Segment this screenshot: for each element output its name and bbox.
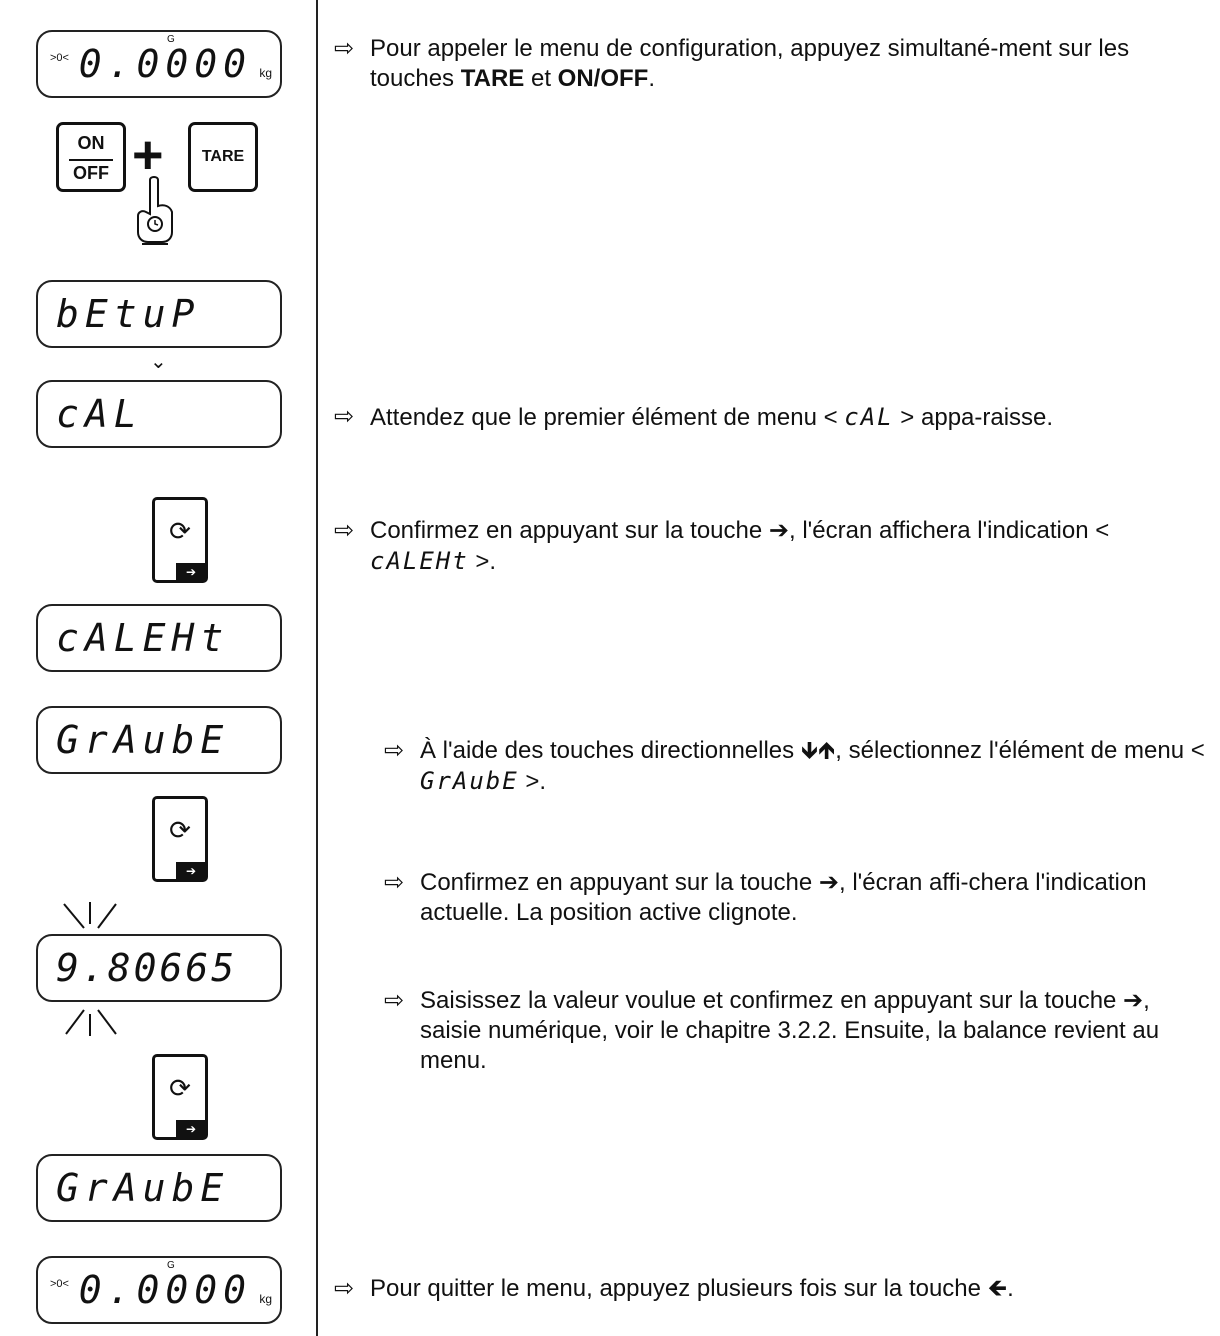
enter-key-3[interactable] <box>152 1054 208 1140</box>
step1-tare: TARE <box>460 65 525 92</box>
tare-label: TARE <box>201 148 245 165</box>
step-confirm-cal-text <box>370 516 1206 577</box>
off-label: OFF <box>73 163 109 183</box>
plus-sign: + <box>132 125 164 185</box>
lcd-display-grabe-2 <box>36 1154 282 1222</box>
zero-indicator: >0< <box>50 1278 69 1290</box>
chevron-down-icon: ⌄ <box>150 351 167 373</box>
lcd-weight-value: 0.0000 <box>78 42 252 86</box>
zero-indicator: >0< <box>50 52 69 64</box>
arrow-bullet-icon: ⇨ <box>334 517 355 544</box>
step3-code: cALEHt <box>370 547 469 575</box>
refresh-icon: ⟳ <box>169 1073 191 1103</box>
lcd-weight-unit-2: kg <box>259 1292 272 1306</box>
lcd-display-weight <box>36 30 282 98</box>
lcd-display-grabe <box>36 706 282 774</box>
arrow-right-icon: ➔ <box>176 862 206 880</box>
on-off-key[interactable] <box>56 122 126 192</box>
step-enter-value-text: Saisissez la valeur voulue et confirmez en appuyant sur la touche ➔, saisie numérique, voir le chapitre 3.2.2. Ensuite, la balance revient au menu. <box>420 987 1160 1074</box>
arrow-bullet-icon: ⇨ <box>384 737 405 764</box>
lcd-grabe-text: GrAubE <box>56 718 230 762</box>
step4-text-b: >. <box>518 768 547 795</box>
g-mark: G <box>167 34 175 45</box>
arrow-right-icon: ➔ <box>176 563 206 581</box>
step1-text-e: . <box>648 65 655 92</box>
arrow-bullet-icon: ⇨ <box>384 869 405 896</box>
step4-text-a: À l'aide des touches directionnelles 🡻🡹, sélectionnez l'élément de menu < <box>420 737 1205 764</box>
arrow-bullet-icon: ⇨ <box>384 987 405 1014</box>
step1-onoff: ON/OFF <box>557 65 649 92</box>
step-select-grabe-text <box>420 736 1206 797</box>
lcd-calext-text: cALEHt <box>56 616 230 660</box>
step-open-menu-text <box>370 34 1206 94</box>
step3-text-a: Confirmez en appuyant sur la touche ➔, l'écran affichera l'indication < <box>370 517 1110 544</box>
enter-key-2[interactable] <box>152 796 208 882</box>
lcd-cal-text: cAL <box>56 392 143 436</box>
lcd-display-setup <box>36 280 282 348</box>
step-exit-menu-text: Pour quitter le menu, appuyez plusieurs fois sur la touche 🡸. <box>370 1275 1014 1302</box>
step2-text-a: Attendez que le premier élément de menu < <box>370 404 845 431</box>
step-wait-cal-text <box>370 402 1206 433</box>
lcd-display-weight-2 <box>36 1256 282 1324</box>
pointing-hand-icon <box>134 176 178 248</box>
arrow-bullet-icon: ⇨ <box>334 403 355 430</box>
step2-text-b: > appa-raisse. <box>893 404 1054 431</box>
arrow-right-icon: ➔ <box>176 1120 206 1138</box>
step-confirm-grabe-text: Confirmez en appuyant sur la touche ➔, l'écran affi-chera l'indication actuelle. La position active clignote. <box>420 869 1147 926</box>
lcd-weight-unit: kg <box>259 66 272 80</box>
illustration-column <box>0 0 318 1336</box>
lcd-grabe-text-2: GrAubE <box>56 1166 230 1210</box>
on-off-divider <box>69 159 113 161</box>
step1-text-a: Pour appeler le menu de configuration, appuyez simultané-ment sur les touches <box>370 35 1130 92</box>
step4-code: GrAubE <box>420 767 519 795</box>
on-label: ON <box>77 133 105 153</box>
refresh-icon: ⟳ <box>169 516 191 546</box>
arrow-bullet-icon: ⇨ <box>334 35 355 62</box>
refresh-icon: ⟳ <box>169 815 191 845</box>
lcd-display-calext <box>36 604 282 672</box>
arrow-bullet-icon: ⇨ <box>334 1275 355 1302</box>
lcd-weight-value-2: 0.0000 <box>78 1268 252 1312</box>
step2-code: cAL <box>844 403 894 431</box>
tare-key[interactable] <box>188 122 258 192</box>
lcd-display-gvalue <box>36 934 282 1002</box>
step1-text-c: et <box>524 65 558 92</box>
step3-text-b: >. <box>468 548 497 575</box>
enter-key-1[interactable] <box>152 497 208 583</box>
lcd-display-cal <box>36 380 282 448</box>
g-mark: G <box>167 1260 175 1271</box>
lcd-gvalue-text: 9.80665 <box>56 946 238 990</box>
lcd-setup-text: bEtuP <box>56 292 201 336</box>
